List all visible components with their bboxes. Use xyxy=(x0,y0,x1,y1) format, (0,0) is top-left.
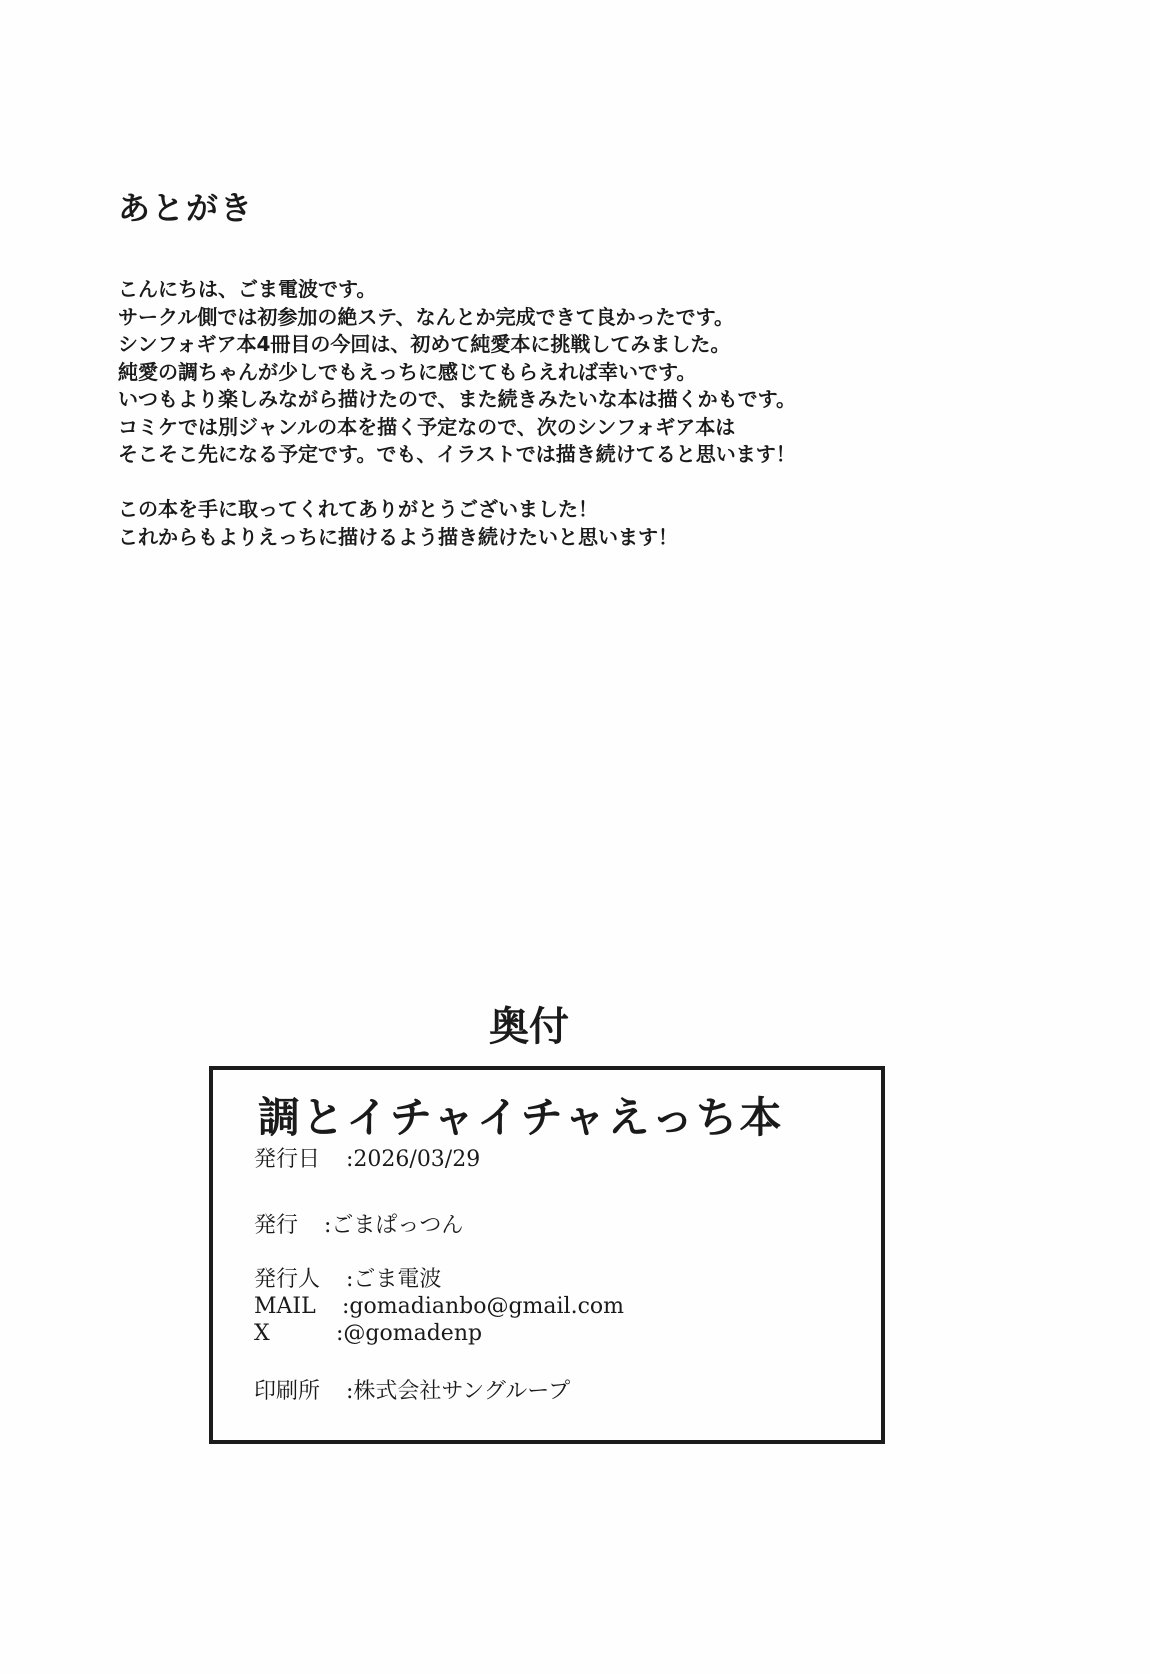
afterword-closing-line: これからもよりえっちに描けるよう描き続けたいと思います！ xyxy=(118,524,678,549)
printer-value: :株式会社サングループ xyxy=(346,1379,571,1404)
colophon-heading: 奥付 xyxy=(489,1003,569,1050)
printer-label: 印刷所 xyxy=(254,1379,321,1404)
afterword-closing-line: この本を手に取ってくれてありがとうございました！ xyxy=(118,497,598,521)
issue-date-label: 発行日 xyxy=(254,1147,321,1172)
afterword-section xyxy=(118,188,1078,551)
afterword-line: いつもより楽しみながら描けたので、また続きみたいな本は描くかもです。 xyxy=(118,387,796,411)
afterword-line: そこそこ先になる予定です。でも、イラストでは描き続けてると思います！ xyxy=(118,442,796,466)
x-row xyxy=(254,1320,482,1348)
afterword-line: サークル側では初参加の絶ステ、なんとか完成できて良かったです。 xyxy=(118,304,734,329)
afterword-line: 純愛の調ちゃんが少しでもえっちに感じてもらえれば幸いです。 xyxy=(118,359,697,384)
afterword-line: コミケでは別ジャンルの本を描く予定なので、次のシンフォギア本は xyxy=(118,414,736,439)
afterword-line: こんにちは、ごま電波です。 xyxy=(118,277,377,301)
paragraph-gap xyxy=(118,469,1078,497)
issue-date-row xyxy=(254,1146,480,1174)
book-title: 調とイチャイチャえっち本 xyxy=(258,1093,784,1142)
x-label: X xyxy=(254,1321,270,1346)
mail-label: MAIL xyxy=(254,1294,316,1319)
issuer-value: :ごま電波 xyxy=(346,1267,442,1292)
mail-row xyxy=(254,1293,624,1321)
mail-value: :gomadianbo@gmail.com xyxy=(342,1294,625,1319)
publisher-row xyxy=(254,1212,463,1240)
afterword-line: シンフォギア本4冊目の今回は、初めて純愛本に挑戦してみました。 xyxy=(118,332,731,356)
issuer-row xyxy=(254,1266,441,1294)
printer-row xyxy=(254,1378,570,1406)
publisher-value: :ごまぱっつん xyxy=(324,1213,464,1238)
issue-date-value: :2026/03/29 xyxy=(346,1147,481,1172)
colophon-box xyxy=(209,1066,885,1444)
x-value: :@gomadenp xyxy=(336,1321,483,1346)
afterword-body xyxy=(118,276,1078,551)
publisher-label: 発行 xyxy=(254,1213,299,1238)
afterword-title: あとがき xyxy=(118,189,255,227)
issuer-label: 発行人 xyxy=(254,1267,321,1292)
